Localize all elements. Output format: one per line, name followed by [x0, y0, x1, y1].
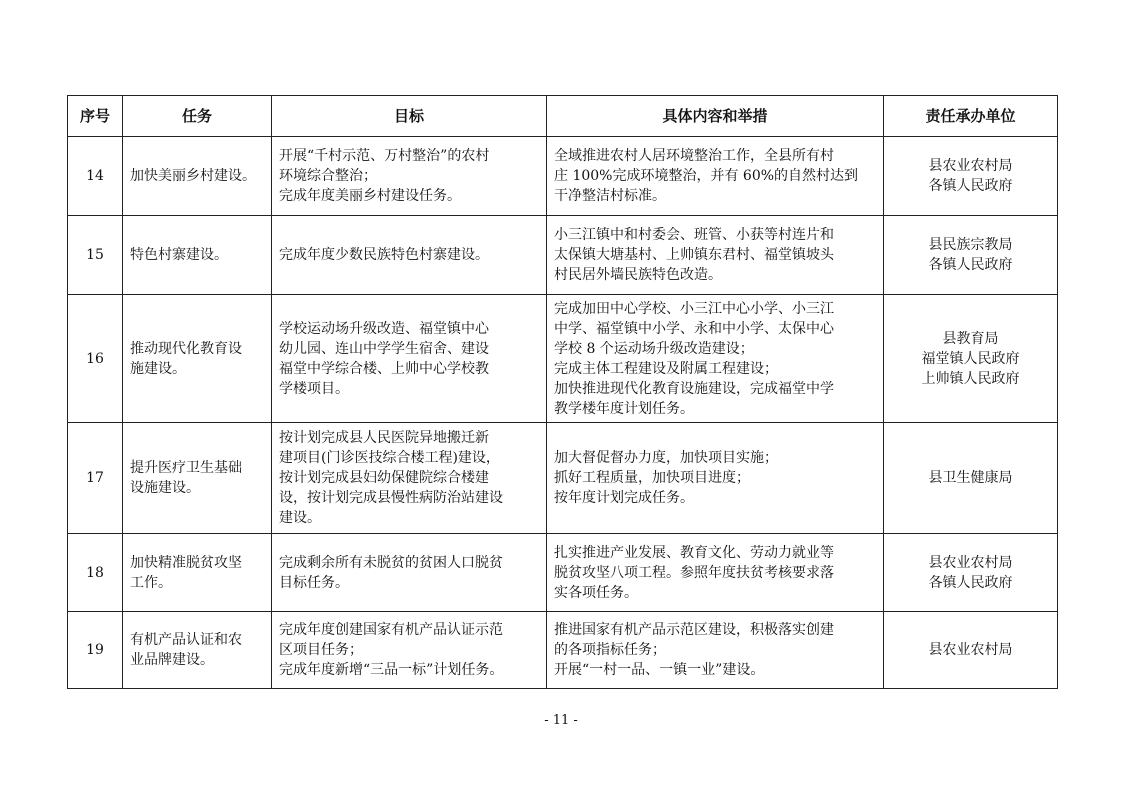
row-goal	[272, 423, 547, 534]
table-row	[68, 137, 1058, 216]
row-goal	[272, 216, 547, 295]
row-task	[123, 612, 272, 689]
content-line: 抓好工程质量，加快项目进度；	[554, 470, 750, 486]
table-row	[68, 295, 1058, 423]
goal-line: 建项目(门诊医技综合楼工程)建设，	[279, 450, 500, 466]
row-content	[547, 137, 884, 216]
task-line: 加快精准脱贫攻坚	[130, 554, 242, 571]
table-row	[68, 423, 1058, 534]
content-line: 开展“一村一品、一镇一业”建设。	[554, 662, 765, 678]
row-responsible-unit	[884, 612, 1058, 689]
goal-line: 幼儿园、连山中学学生宿舍、建设	[279, 340, 489, 357]
goal-line: 完成年度新增“三品一标”计划任务。	[279, 662, 504, 678]
goal-line: 完成年度创建国家有机产品认证示范	[279, 622, 503, 638]
row-number: 16	[68, 295, 123, 423]
unit-line: 县农业农村局	[928, 158, 1013, 174]
content-line: 太保镇大塘基村、上帅镇东君村、福堂镇坡头	[554, 247, 834, 263]
row-responsible-unit	[884, 295, 1058, 423]
content-line: 村民居外墙民族特色改造。	[554, 267, 722, 283]
row-task	[123, 423, 272, 534]
content-line: 脱贫攻坚八项工程。参照年度扶贫考核要求落	[554, 564, 834, 581]
row-goal	[272, 295, 547, 423]
row-number: 15	[68, 216, 123, 295]
table-row	[68, 534, 1058, 612]
content-line: 的各项指标任务；	[554, 642, 666, 658]
task-table	[67, 95, 1058, 689]
goal-line: 学楼项目。	[279, 380, 349, 397]
header-content: 具体内容和举措	[547, 96, 884, 137]
task-line: 提升医疗卫生基础	[130, 460, 242, 476]
goal-line: 建设。	[279, 510, 321, 526]
unit-line: 各镇人民政府	[928, 257, 1013, 273]
task-line: 业品牌建设。	[130, 652, 214, 668]
header-goal: 目标	[272, 96, 547, 137]
content-line: 全域推进农村人居环境整治工作，全县所有村	[554, 148, 834, 164]
table-row	[68, 612, 1058, 689]
goal-line: 区项目任务；	[279, 642, 363, 658]
row-content	[547, 612, 884, 689]
unit-line: 上帅镇人民政府	[921, 370, 1020, 387]
row-task: 加快美丽乡村建设。	[123, 137, 272, 216]
header-number: 序号	[68, 96, 123, 137]
header-responsible-unit: 责任承办单位	[884, 96, 1058, 137]
unit-line: 各镇人民政府	[928, 574, 1013, 591]
table-header-row	[68, 96, 1058, 137]
table-row	[68, 216, 1058, 295]
content-line: 实各项任务。	[554, 584, 638, 601]
unit-line: 县教育局	[942, 330, 999, 347]
content-line: 按年度计划完成任务。	[554, 490, 694, 506]
row-task	[123, 534, 272, 612]
content-line: 干净整洁村标准。	[554, 188, 666, 204]
task-line: 推动现代化教育设	[130, 340, 242, 357]
goal-line: 环境综合整治；	[279, 168, 377, 184]
row-responsible-unit	[884, 137, 1058, 216]
goal-line: 完成剩余所有未脱贫的贫困人口脱贫	[279, 554, 503, 571]
content-line: 完成加田中心学校、小三江中心小学、小三江	[554, 300, 834, 317]
content-line: 扎实推进产业发展、教育文化、劳动力就业等	[554, 544, 834, 561]
row-goal	[272, 137, 547, 216]
content-line: 加大督促督办力度，加快项目实施；	[554, 450, 778, 466]
unit-line: 县民族宗教局	[928, 237, 1013, 253]
row-number: 17	[68, 423, 123, 534]
row-number: 18	[68, 534, 123, 612]
task-line: 设施建设。	[130, 480, 200, 496]
row-task	[123, 295, 272, 423]
unit-line: 福堂镇人民政府	[921, 350, 1020, 367]
goal-line: 完成年度少数民族特色村寨建设。	[279, 247, 489, 263]
row-number: 14	[68, 137, 123, 216]
content-line: 庄 100%完成环境整治，并有 60%的自然村达到	[554, 168, 859, 184]
row-content	[547, 216, 884, 295]
header-task: 任务	[123, 96, 272, 137]
goal-line: 学校运动场升级改造、福堂镇中心	[279, 320, 489, 337]
goal-line: 按计划完成县人民医院异地搬迁新	[279, 430, 489, 446]
unit-line: 县农业农村局	[928, 554, 1013, 571]
unit-line: 县卫生健康局	[928, 470, 1013, 486]
unit-line: 县农业农村局	[928, 642, 1013, 658]
unit-line: 各镇人民政府	[928, 178, 1013, 194]
row-goal	[272, 612, 547, 689]
row-goal	[272, 534, 547, 612]
goal-line: 开展“千村示范、万村整治”的农村	[279, 148, 490, 164]
row-content	[547, 534, 884, 612]
content-line: 完成主体工程建设及附属工程建设；	[554, 360, 778, 377]
goal-line: 目标任务。	[279, 574, 349, 591]
goal-line: 福堂中学综合楼、上帅中心学校教	[279, 360, 489, 377]
row-content	[547, 295, 884, 423]
task-line: 工作。	[130, 574, 172, 591]
row-responsible-unit	[884, 423, 1058, 534]
row-content	[547, 423, 884, 534]
row-responsible-unit	[884, 216, 1058, 295]
goal-line: 设，按计划完成县慢性病防治站建设	[279, 490, 503, 506]
row-responsible-unit	[884, 534, 1058, 612]
task-line: 有机产品认证和农	[130, 632, 242, 648]
goal-line: 按计划完成县妇幼保健院综合楼建	[279, 470, 489, 486]
content-line: 中学、福堂镇中小学、永和中小学、太保中心	[554, 320, 834, 337]
content-line: 推进国家有机产品示范区建设，积极落实创建	[554, 622, 834, 638]
content-line: 加快推进现代化教育设施建设，完成福堂中学	[554, 380, 834, 397]
content-line: 教学楼年度计划任务。	[554, 400, 694, 417]
row-task: 特色村寨建设。	[123, 216, 272, 295]
content-line: 小三江镇中和村委会、班管、小获等村连片和	[554, 227, 834, 243]
task-line: 施建设。	[130, 360, 186, 377]
row-number: 19	[68, 612, 123, 689]
goal-line: 完成年度美丽乡村建设任务。	[279, 188, 461, 204]
content-line: 学校 8 个运动场升级改造建设；	[554, 340, 754, 357]
page-number: - 11 -	[544, 713, 578, 728]
